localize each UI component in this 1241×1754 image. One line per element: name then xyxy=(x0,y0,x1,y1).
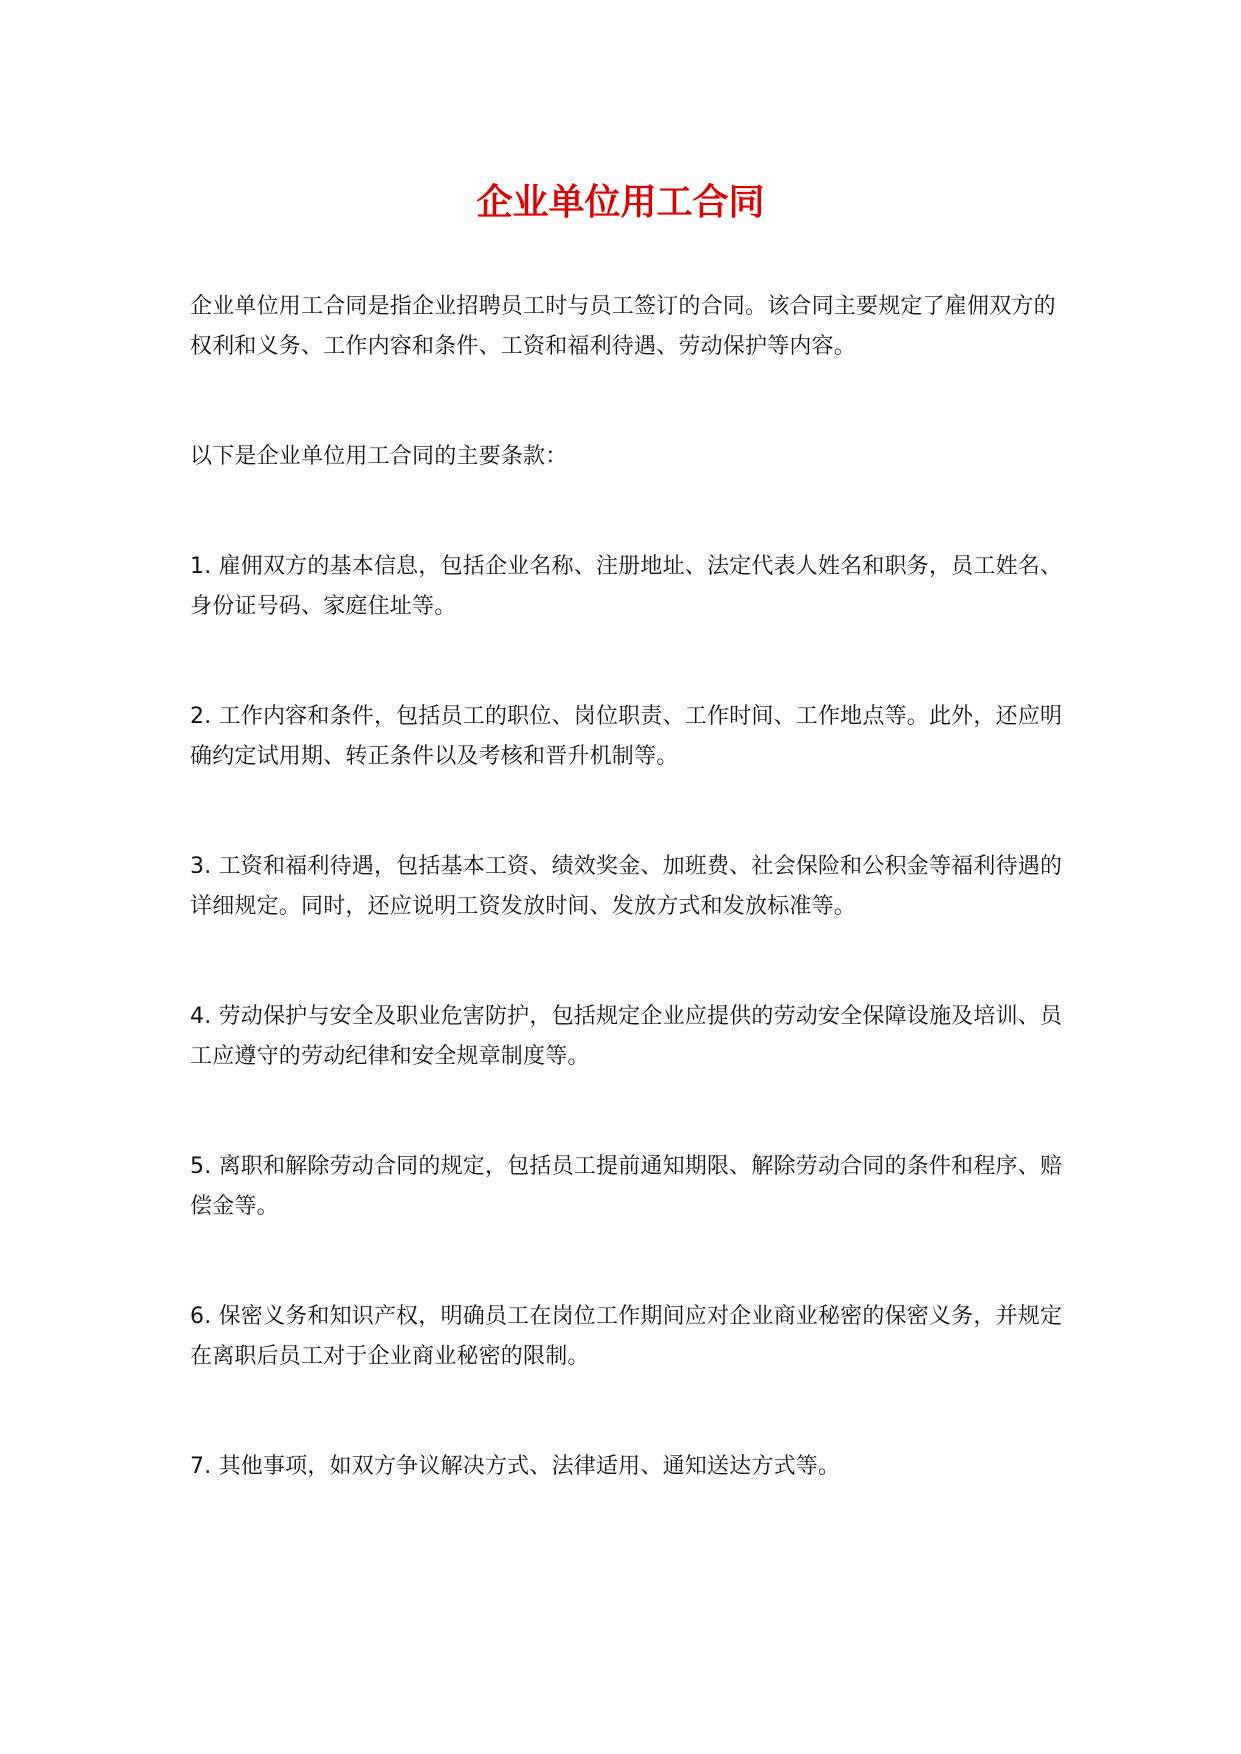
document-body xyxy=(190,287,1065,1557)
clause-3: 3. 工资和福利待遇，包括基本工资、绩效奖金、加班费、社会保险和公积金等福利待遇的详细规定。同时，还应说明工资发放时间、发放方式和发放标准等。 xyxy=(190,854,1063,919)
clause-2: 2. 工作内容和条件，包括员工的职位、岗位职责、工作时间、工作地点等。此外，还应明确约定试用期、转正条件以及考核和晋升机制等。 xyxy=(190,704,1063,769)
clause-5: 5. 离职和解除劳动合同的规定，包括员工提前通知期限、解除劳动合同的条件和程序、赔偿金等。 xyxy=(190,1154,1063,1219)
clause-6: 6. 保密义务和知识产权，明确员工在岗位工作期间应对企业商业秘密的保密义务，并规定在离职后员工对于企业商业秘密的限制。 xyxy=(190,1304,1063,1369)
clause-1: 1. 雇佣双方的基本信息，包括企业名称、注册地址、法定代表人姓名和职务，员工姓名、身份证号码、家庭住址等。 xyxy=(190,554,1063,619)
paragraph-terms-heading: 以下是企业单位用工合同的主要条款： xyxy=(190,444,568,469)
clause-7: 7. 其他事项，如双方争议解决方式、法律适用、通知送达方式等。 xyxy=(190,1454,841,1479)
paragraph-intro: 企业单位用工合同是指企业招聘员工时与员工签订的合同。该合同主要规定了雇佣双方的权利和义务、工作内容和条件、工资和福利待遇、劳动保护等内容。 xyxy=(190,294,1056,359)
clause-4: 4. 劳动保护与安全及职业危害防护，包括规定企业应提供的劳动安全保障设施及培训、员工应遵守的劳动纪律和安全规章制度等。 xyxy=(190,1004,1063,1069)
document-title: 企业单位用工合同 xyxy=(476,182,765,223)
